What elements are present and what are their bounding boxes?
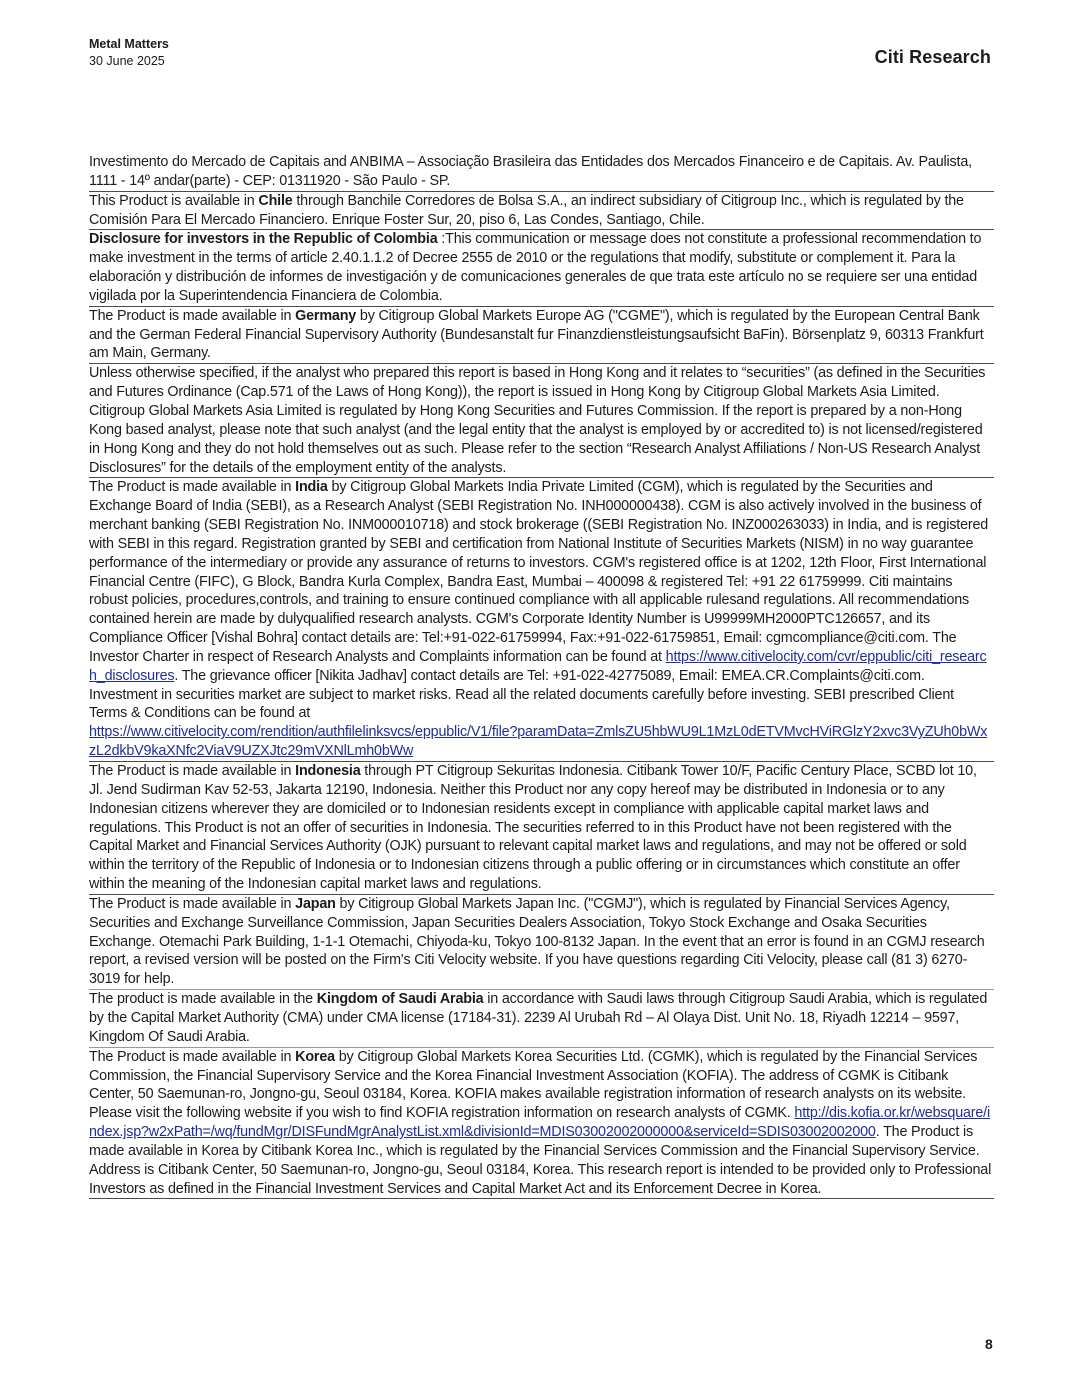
korea-pre: The Product is made available in	[89, 1048, 296, 1065]
page-header	[89, 36, 991, 76]
section-chile	[89, 192, 994, 231]
publication-title: Metal Matters	[89, 37, 169, 51]
korea-text: by Citigroup Global Markets Korea Securities Ltd. (CGMK), which is regulated by the Financial Services Commission, the Financial Supervisory Service and the Korea Financial Investment Association (KOFIA). The address of CGMK is Citibank Center, 50 Saemunan-ro, Jongno-gu, Seoul 03184, Korea. KOFIA makes available registration information of research analysts on its website. Please visit the following website if you wish to find KOFIA registration information on research analysts of CGMK.	[89, 1048, 978, 1122]
chile-text: through Banchile Corredores de Bolsa S.A., an indirect subsidiary of Citigroup Inc., which is regulated by the Comisión Para El Mercado Financiero. Enrique Foster Sur, 20, piso 6, Las Condes, Santiago, Chile.	[89, 192, 964, 228]
kofia-link[interactable]: http://dis.kofia.or.kr/websquare/index.jsp?w2xPath=/wq/fundMgr/DISFundMgrAnalystList.xml&divisionId=MDIS03002002000000&serviceId=SDIS03002002000	[89, 1105, 990, 1141]
hongkong-text: Unless otherwise specified, if the analyst who prepared this report is based in Hong Kong and it relates to “securities” (as defined in the Securities and Futures Ordinance (Cap.571 of the Laws of Hong Kong)), the report is issued in Hong Kong by Citigroup Global Markets Asia Limited. Citigroup Global Markets Asia Limited is regulated by Hong Kong Securities and Futures Commission. If the report is prepared by a non-Hong Kong based analyst, please note that such analyst (and the legal entity that the analyst is employed by or accredited to) is not licensed/registered in Hong Kong and they do not hold themselves out as such. Please refer to the section “Research Analyst Affiliations / Non-US Research Analyst Disclosures” for the details of the employment entity of the analysts.	[89, 365, 986, 476]
germany-pre: The Product is made available in	[89, 307, 296, 324]
section-indonesia	[89, 762, 994, 895]
chile-pre: This Product is available in	[89, 192, 259, 209]
brand-name: Citi Research	[874, 47, 991, 67]
indonesia-pre: The Product is made available in	[89, 763, 296, 779]
chile-country: Chile	[258, 192, 293, 209]
india-text-cont: . The grievance officer [Nikita Jadhav] contact details are Tel: +91-022-42775089, Email: EMEA.CR.Complaints@citi.com. Investment in securities market are subject to market risks. Read all the related documents carefully before investing. SEBI prescribed Client Terms & Conditions can be found at	[89, 667, 954, 722]
section-korea	[89, 1048, 994, 1200]
section-india	[89, 478, 994, 762]
saudi-pre: The product is made available in the	[89, 991, 317, 1008]
india-investor-charter-link[interactable]: https://www.citivelocity.com/cvr/eppublic/citi_research_disclosures	[89, 648, 987, 684]
korea-country: Korea	[295, 1048, 335, 1065]
disclosure-body	[89, 153, 994, 1199]
colombia-text: :This communication or message does not constitute a professional recommendation to make investment in the terms of article 2.40.1.1.2 of Decree 2555 de 2010 or the regulations that modify, substitute or complement it. Para la elaboración y distribución de informes de investigación y de comunicaciones generales de que trata este artículo no se requiere ser una entidad vigilada por la Superintendencia Financiera de Colombia.	[89, 231, 982, 304]
publication-date: 30 June 2025	[89, 54, 165, 68]
japan-text: by Citigroup Global Markets Japan Inc. ("CGMJ"), which is regulated by Financial Services Agency, Securities and Exchange Surveillance Commission, Japan Securities Dealers Association, Tokyo Stock Exchange and Osaka Securities Exchange. Otemachi Park Building, 1-1-1 Otemachi, Chiyoda-ku, Tokyo 100-8132 Japan. In the event that an error is found in an CGMJ research report, a revised version will be posted on the Firm's Citi Velocity website. If you have questions regarding Citi Velocity, please call (81 3) 6270-3019 for help.	[89, 895, 985, 988]
indonesia-country: Indonesia	[295, 763, 361, 779]
japan-pre: The Product is made available in	[89, 895, 296, 912]
indonesia-text: through PT Citigroup Sekuritas Indonesia. Citibank Tower 10/F, Pacific Century Place, SCBD lot 10, Jl. Jend Sudirman Kav 52-53, Jakarta 12190, Indonesia. Neither this Product nor any copy hereof may be distributed in Indonesia or to any Indonesian citizens wherever they are domiciled or to Indonesian residents except in compliance with applicable capital market laws and regulations. This Product is not an offer of securities in Indonesia. The securities referred to in this Product have not been registered with the Capital Market and Financial Services Authority (OJK) pursuant to relevant capital market laws and regulations, and may not be offered or sold within the territory of the Republic of Indonesia or to Indonesian citizens through a public offering or in circumstances which constitute an offer within the meaning of the Indonesian capital market laws and regulations.	[89, 763, 977, 893]
section-germany	[89, 307, 994, 365]
page-number: 8	[985, 1336, 993, 1352]
india-client-terms-link[interactable]: https://www.citivelocity.com/rendition/authfilelinksvcs/eppublic/V1/file?paramData=ZmlsZU5hbWU9L1MzL0dETVMvcHViRGlzY2xvc3VyZUh0bWxzL2dkbV9kaXNfc2ViaV9UZXJtc29mVXNlLmh0bWw	[89, 724, 988, 760]
saudi-text: in accordance with Saudi laws through Citigroup Saudi Arabia, which is regulated by the Capital Market Authority (CMA) under CMA license (17184-31). 2239 Al Urubah Rd – Al Olaya Dist. Unit No. 18, Riyadh 12214 – 9597, Kingdom Of Saudi Arabia.	[89, 991, 988, 1045]
section-hong-kong	[89, 364, 994, 478]
india-pre: The Product is made available in	[89, 479, 296, 496]
section-colombia	[89, 230, 994, 306]
germany-text: by Citigroup Global Markets Europe AG ("CGME"), which is regulated by the European Central Bank and the German Federal Financial Supervisory Authority (Bundesanstalt fur Finanzdienstleistungsaufsicht BaFin). Börsenplatz 9, 60313 Frankfurt am Main, Germany.	[89, 307, 984, 362]
germany-country: Germany	[295, 307, 357, 324]
japan-country: Japan	[295, 895, 336, 912]
korea-text-cont: . The Product is made available in Korea by Citibank Korea Inc., which is regulated by the Financial Services Commission and the Financial Supervisory Service. Address is Citibank Center, 50 Saemunan-ro, Jongno-gu, Seoul 03184, Korea. This research report is intended to be provided only to Professional Investors as defined in the Financial Investment Services and Capital Market Act and its Enforcement Decree in Korea.	[89, 1124, 992, 1197]
india-country: India	[295, 479, 328, 496]
colombia-heading: Disclosure for investors in the Republic of Colombia	[89, 231, 438, 248]
saudi-country: Kingdom of Saudi Arabia	[316, 991, 484, 1008]
india-text: by Citigroup Global Markets India Private Limited (CGM), which is regulated by the Securities and Exchange Board of India (SEBI), as a Research Analyst (SEBI Registration No. INH000000438). CGM is also actively involved in the business of merchant banking (SEBI Registration No. INM000010718) and stock brokerage ((SEBI Registration No. INZ000263033) in India, and is registered with SEBI in this regard. Registration granted by SEBI and certification from National Institute of Securities Markets (NISM) in no way guarantee performance of the intermediary or provide any assurance of returns to investors. CGM's registered office is at 1202, 12th Floor, First International Financial Centre (FIFC), G Block, Bandra Kurla Complex, Bandra East, Mumbai – 400098 & registered Tel: +91 22 61759999. Citi maintains robust policies, procedures,controls, and training to ensure continued compliance with all applicable rulesand regulations. All recommendations contained herein are made by dulyqualified research analysts. CGM's Corporate Identity Number is U99999MH2000PTC126657, and its Compliance Officer [Vishal Bohra] contact details are: Tel:+91-022-61759994, Fax:+91-022-61759851, Email: cgmcompliance@citi.com. The Investor Charter in respect of Research Analysts and Complaints information can be found at	[89, 479, 989, 665]
section-saudi-arabia	[89, 990, 994, 1048]
section-brazil	[89, 153, 994, 192]
brazil-text: Investimento do Mercado de Capitais and ANBIMA – Associação Brasileira das Entidades dos Mercados Financeiro e de Capitais. Av. Paulista, 1111 - 14º andar(parte) - CEP: 01311920 - São Paulo - SP.	[89, 154, 972, 189]
section-japan	[89, 895, 994, 990]
